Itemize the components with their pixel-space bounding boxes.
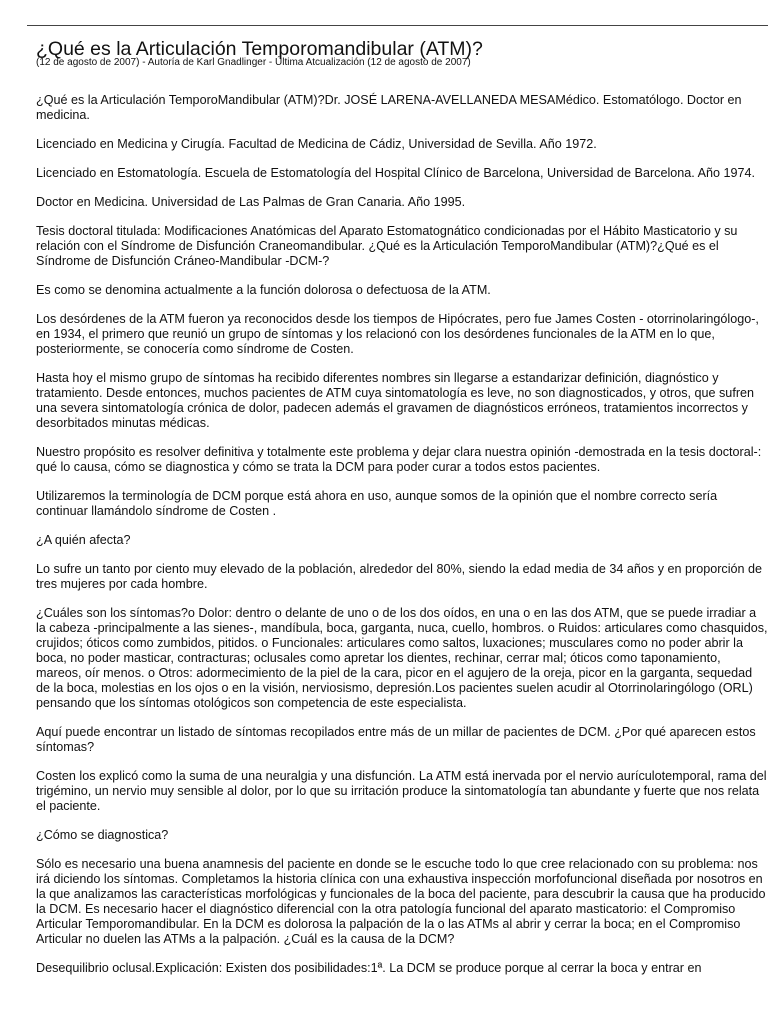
top-divider — [27, 25, 768, 26]
section-heading: ¿Cómo se diagnostica? — [36, 828, 169, 842]
paragraph: Lo sufre un tanto por ciento muy elevado de la población, alrededor del 80%, siendo la edad media de 34 años y en proporción de tres mujeres por cada hombre. — [36, 562, 763, 591]
paragraph: ¿Qué es la Articulación TemporoMandibular (ATM)?Dr. JOSÉ LARENA-AVELLANEDA MESAMédico. Estomatólogo. Doctor en medicina. — [36, 93, 742, 122]
section-heading: ¿A quién afecta? — [36, 533, 131, 547]
paragraph: Utilizaremos la terminología de DCM porque está ahora en uso, aunque somos de la opinión que el nombre correcto sería continuar llamándolo síndrome de Costen . — [36, 489, 718, 518]
paragraph: Tesis doctoral titulada: Modificaciones Anatómicas del Aparato Estomatognático condicionadas por el Hábito Masticatorio y su relación con el Síndrome de Disfunción Craneomandibular. ¿Qué es la Articulación TemporoMandibular (ATM)?¿Qué es el Síndrome de Disfunción Cráneo-Mandibular -DCM-? — [36, 224, 738, 268]
paragraph: Hasta hoy el mismo grupo de síntomas ha recibido diferentes nombres sin llegarse a estandarizar definición, diagnóstico y tratamiento. Desde entonces, muchos pacientes de ATM cuya sintomatología es leve, no son diagnosticados, y otros, que sufren una severa sintomatología crónica de dolor, padecen además el gravamen de diagnósticos erróneos, tratamientos incorrectos y desorbitados minutas médicas. — [36, 371, 755, 430]
paragraph: Sólo es necesario una buena anamnesis del paciente en donde se le escuche todo lo que cree relacionado con su problema: nos irá diciendo los síntomas. Completamos la historia clínica con una exhaustiva inspección morfofuncional diseñada por nosotros en la que analizamos las características morfológicas y funcionales de la boca del paciente, para descubrir la causa que ha producido la DCM. Es necesario hacer el diagnóstico diferencial con la otra patología funcional del aparato masticatorio: el Compromiso Articular Temporomandibular. En la DCM es dolorosa la palpación de la o las ATMs al abrir y cerrar la boca; en el Compromiso Articular no duelen las ATMs a la palpación. ¿Cuál es la causa de la DCM? — [36, 857, 766, 946]
paragraph: Los desórdenes de la ATM fueron ya reconocidos desde los tiempos de Hipócrates, pero fue James Costen - otorrinolaringólogo-, en 1934, el primero que reunió un grupo de síntomas y los relacionó con los desórdenes funcionales de la ATM en lo que, posteriormente, se conocería como síndrome de Costen. — [36, 312, 759, 356]
article-body — [36, 93, 768, 990]
paragraph: Doctor en Medicina. Universidad de Las Palmas de Gran Canaria. Año 1995. — [36, 195, 466, 209]
paragraph: Nuestro propósito es resolver definitiva y totalmente este problema y dejar clara nuestra opinión -demostrada en la tesis doctoral-: qué lo causa, cómo se diagnostica y cómo se trata la DCM para poder curar a todos estos pacientes. — [36, 445, 762, 474]
paragraph: Aquí puede encontrar un listado de síntomas recopilados entre más de un millar de pacientes de DCM. ¿Por qué aparecen estos síntomas? — [36, 725, 756, 754]
paragraph: Es como se denomina actualmente a la función dolorosa o defectuosa de la ATM. — [36, 283, 491, 297]
paragraph: Licenciado en Estomatología. Escuela de Estomatología del Hospital Clínico de Barcelona, Universidad de Barcelona. Año 1974. — [36, 166, 755, 180]
paragraph: Desequilibrio oclusal.Explicación: Existen dos posibilidades:1ª. La DCM se produce porque al cerrar la boca y entrar en — [36, 961, 702, 975]
article-meta: (12 de agosto de 2007) - Autoría de Karl Gnadlinger - Última Atcualización (12 de agosto de 2007) — [36, 57, 471, 68]
page-title: ¿Qué es la Articulación Temporomandibular (ATM)? — [36, 38, 483, 60]
paragraph: Costen los explicó como la suma de una neuralgia y una disfunción. La ATM está inervada por el nervio aurículotemporal, rama del trigémino, un nervio muy sensible al dolor, por lo que su irritación produce la sintomatología tan abundante y fuerte que nos relata el paciente. — [36, 769, 767, 813]
paragraph: ¿Cuáles son los síntomas?o Dolor: dentro o delante de uno o de los dos oídos, en una o en las dos ATM, que se puede irradiar a la cabeza -principalmente a las sienes-, mandíbula, boca, garganta, nuca, cuello, hombros. o Ruidos: articulares como chasquidos, crujidos; óticos como zumbidos, pitidos. o Funcionales: articulares como saltos, luxaciones; musculares como no poder abrir la boca, no poder masticar, contracturas; oclusales como apretar los dientes, rechinar, cerrar mal; óticos como taponamiento, mareos, oír menos. o Otros: adormecimiento de la piel de la cara, picor en el agujero de la oreja, picor en la garganta, sequedad de la boca, molestias en los ojos o en la visión, nerviosismo, depresión.Los pacientes suelen acudir al Otorrinolaringólogo (ORL) pensando que los síntomas otológicos son competencia de este especialista. — [36, 606, 768, 710]
paragraph: Licenciado en Medicina y Cirugía. Facultad de Medicina de Cádiz, Universidad de Sevilla. Año 1972. — [36, 137, 597, 151]
